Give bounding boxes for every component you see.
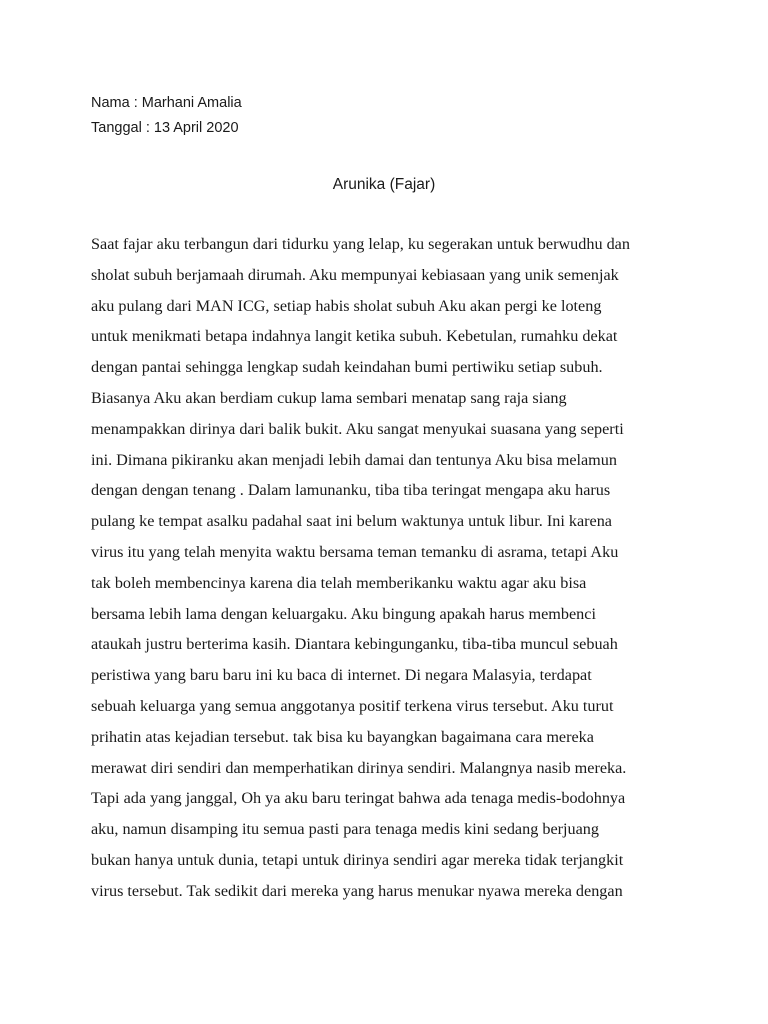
body-line: aku pulang dari MAN ICG, setiap habis sholat subuh Aku akan pergi ke loteng [91,296,602,315]
body-line: Tapi ada yang janggal, Oh ya aku baru teringat bahwa ada tenaga medis-bodohnya [91,789,626,808]
name-line: Nama : Marhani Amalia [91,95,242,111]
body-line: dengan pantai sehingga lengkap sudah keindahan bumi pertiwiku setiap subuh. [91,358,603,377]
body-line: menampakkan dirinya dari balik bukit. Aku sangat menyukai suasana yang seperti [91,419,624,438]
body-line: virus itu yang telah menyita waktu bersama teman temanku di asrama, tetapi Aku [91,542,619,561]
body-line: sholat subuh berjamaah dirumah. Aku mempunyai kebiasaan yang unik semenjak [91,265,619,284]
body-line: merawat diri sendiri dan memperhatikan dirinya sendiri. Malangnya nasib mereka. [91,758,627,777]
body-line: peristiwa yang baru baru ini ku baca di internet. Di negara Malasyia, terdapat [91,666,592,685]
body-line: ataukah justru berterima kasih. Diantara kebingunganku, tiba-tiba muncul sebuah [91,635,618,654]
body-line: pulang ke tempat asalku padahal saat ini belum waktunya untuk libur. Ini karena [91,512,612,531]
body-line: bukan hanya untuk dunia, tetapi untuk dirinya sendiri agar mereka tidak terjangkit [91,850,624,869]
body-line: Biasanya Aku akan berdiam cukup lama sembari menatap sang raja siang [91,388,567,407]
document-header [91,91,242,141]
body-line: sebuah keluarga yang semua anggotanya positif terkena virus tersebut. Aku turut [91,696,614,715]
body-line: dengan dengan tenang . Dalam lamunanku, tiba tiba teringat mengapa aku harus [91,481,611,500]
body-line: Saat fajar aku terbangun dari tidurku yang lelap, ku segerakan untuk berwudhu dan [91,235,630,253]
body-line: untuk menikmati betapa indahnya langit ketika subuh. Kebetulan, rumahku dekat [91,327,618,346]
date-line: Tanggal : 13 April 2020 [91,120,239,136]
document-body [91,229,691,907]
body-line: bersama lebih lama dengan keluargaku. Aku bingung apakah harus membenci [91,604,596,623]
body-line: virus tersebut. Tak sedikit dari mereka yang harus menukar nyawa mereka dengan [91,881,623,900]
body-line: ini. Dimana pikiranku akan menjadi lebih damai dan tentunya Aku bisa melamun [91,450,617,469]
body-line: prihatin atas kejadian tersebut. tak bisa ku bayangkan bagaimana cara mereka [91,727,594,746]
body-line: aku, namun disamping itu semua pasti para tenaga medis kini sedang berjuang [91,820,599,839]
document-title: Arunika (Fajar) [332,176,436,193]
body-line: tak boleh membencinya karena dia telah memberikanku waktu agar aku bisa [91,573,587,592]
